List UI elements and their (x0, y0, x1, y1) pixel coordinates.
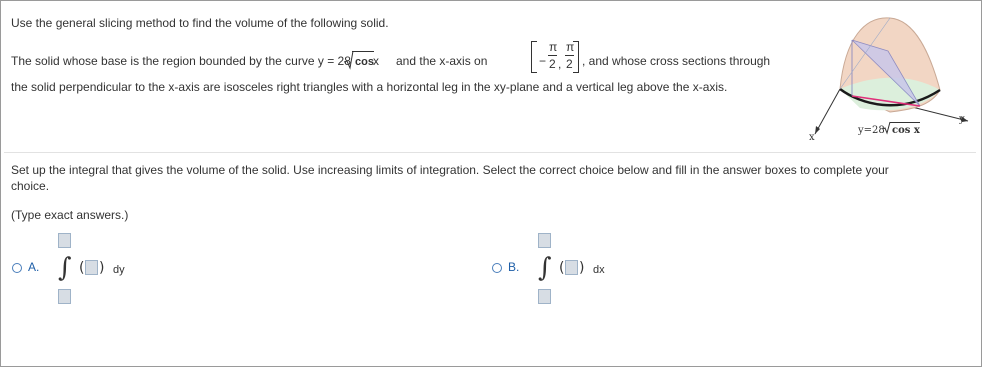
problem-line-2 (11, 54, 351, 68)
interval-comma: , (558, 57, 562, 71)
problem-line-3: the solid perpendicular to the x-axis are isosceles right triangles with a horizontal leg in the xy-plane and a vertical leg above the x-axis. (11, 80, 728, 94)
choice-b-integrand-box[interactable] (565, 260, 578, 275)
setup-instructions: Set up the integral that gives the volume of the solid. Use increasing limits of integration. Select the correct choice below and fill in the answer boxes to complete your (11, 163, 889, 177)
choice-b-upper-limit-box[interactable] (538, 233, 551, 248)
choice-b-paren-open: ( (559, 260, 565, 276)
integral-sign-a: ∫ (58, 253, 72, 283)
curve-label-sqrt (883, 121, 891, 135)
choice-a-radio[interactable] (12, 263, 22, 273)
curve-label-cos: cos x (892, 125, 920, 136)
problem-text-end: , and whose cross sections through (582, 54, 771, 68)
curve-label-overline (890, 122, 920, 123)
setup-instructions-continued: choice. (11, 179, 50, 193)
problem-text-start: The solid whose base is the region bounded by the curve y = 28 (11, 54, 351, 68)
choice-b-lower-limit-box[interactable] (538, 289, 551, 304)
x-axis-line (815, 89, 840, 134)
interval-den1: 2 (549, 57, 556, 71)
interval-left-bracket (531, 41, 537, 73)
sqrt-cos: cos (355, 56, 374, 68)
interval-num2: π (566, 40, 575, 54)
exact-answers-note: (Type exact answers.) (11, 208, 129, 222)
interval-minus: − (539, 54, 547, 68)
integral-sign-b: ∫ (538, 253, 552, 283)
choice-b-paren-close: ) (579, 260, 585, 276)
curve-label-prefix: y=28 (858, 125, 885, 136)
choice-a-label[interactable]: A. (28, 260, 40, 274)
choice-a-lower-limit-box[interactable] (58, 289, 71, 304)
axis-label-x: x (809, 132, 815, 143)
choice-a-integrand-box[interactable] (85, 260, 98, 275)
section-divider (4, 152, 976, 153)
choice-a-paren-open: ( (79, 260, 85, 276)
sqrt-x: x (373, 54, 379, 68)
choice-b-label[interactable]: B. (508, 260, 520, 274)
fraction-bar-1 (548, 55, 557, 56)
axis-label-y: y (959, 114, 965, 125)
problem-text-interval: and the x-axis on (396, 54, 488, 68)
interval-right-bracket (573, 41, 579, 73)
choice-a-differential: dy (113, 264, 125, 276)
choice-b-differential: dx (593, 264, 605, 276)
choice-a-paren-close: ) (99, 260, 105, 276)
interval-num1: π (549, 40, 558, 54)
instruction-text: Use the general slicing method to find the volume of the following solid. (11, 16, 389, 30)
interval-den2: 2 (566, 57, 573, 71)
choice-b-radio[interactable] (492, 263, 502, 273)
sqrt-symbol (344, 50, 354, 70)
sqrt-overline (352, 51, 374, 52)
choice-a-upper-limit-box[interactable] (58, 233, 71, 248)
